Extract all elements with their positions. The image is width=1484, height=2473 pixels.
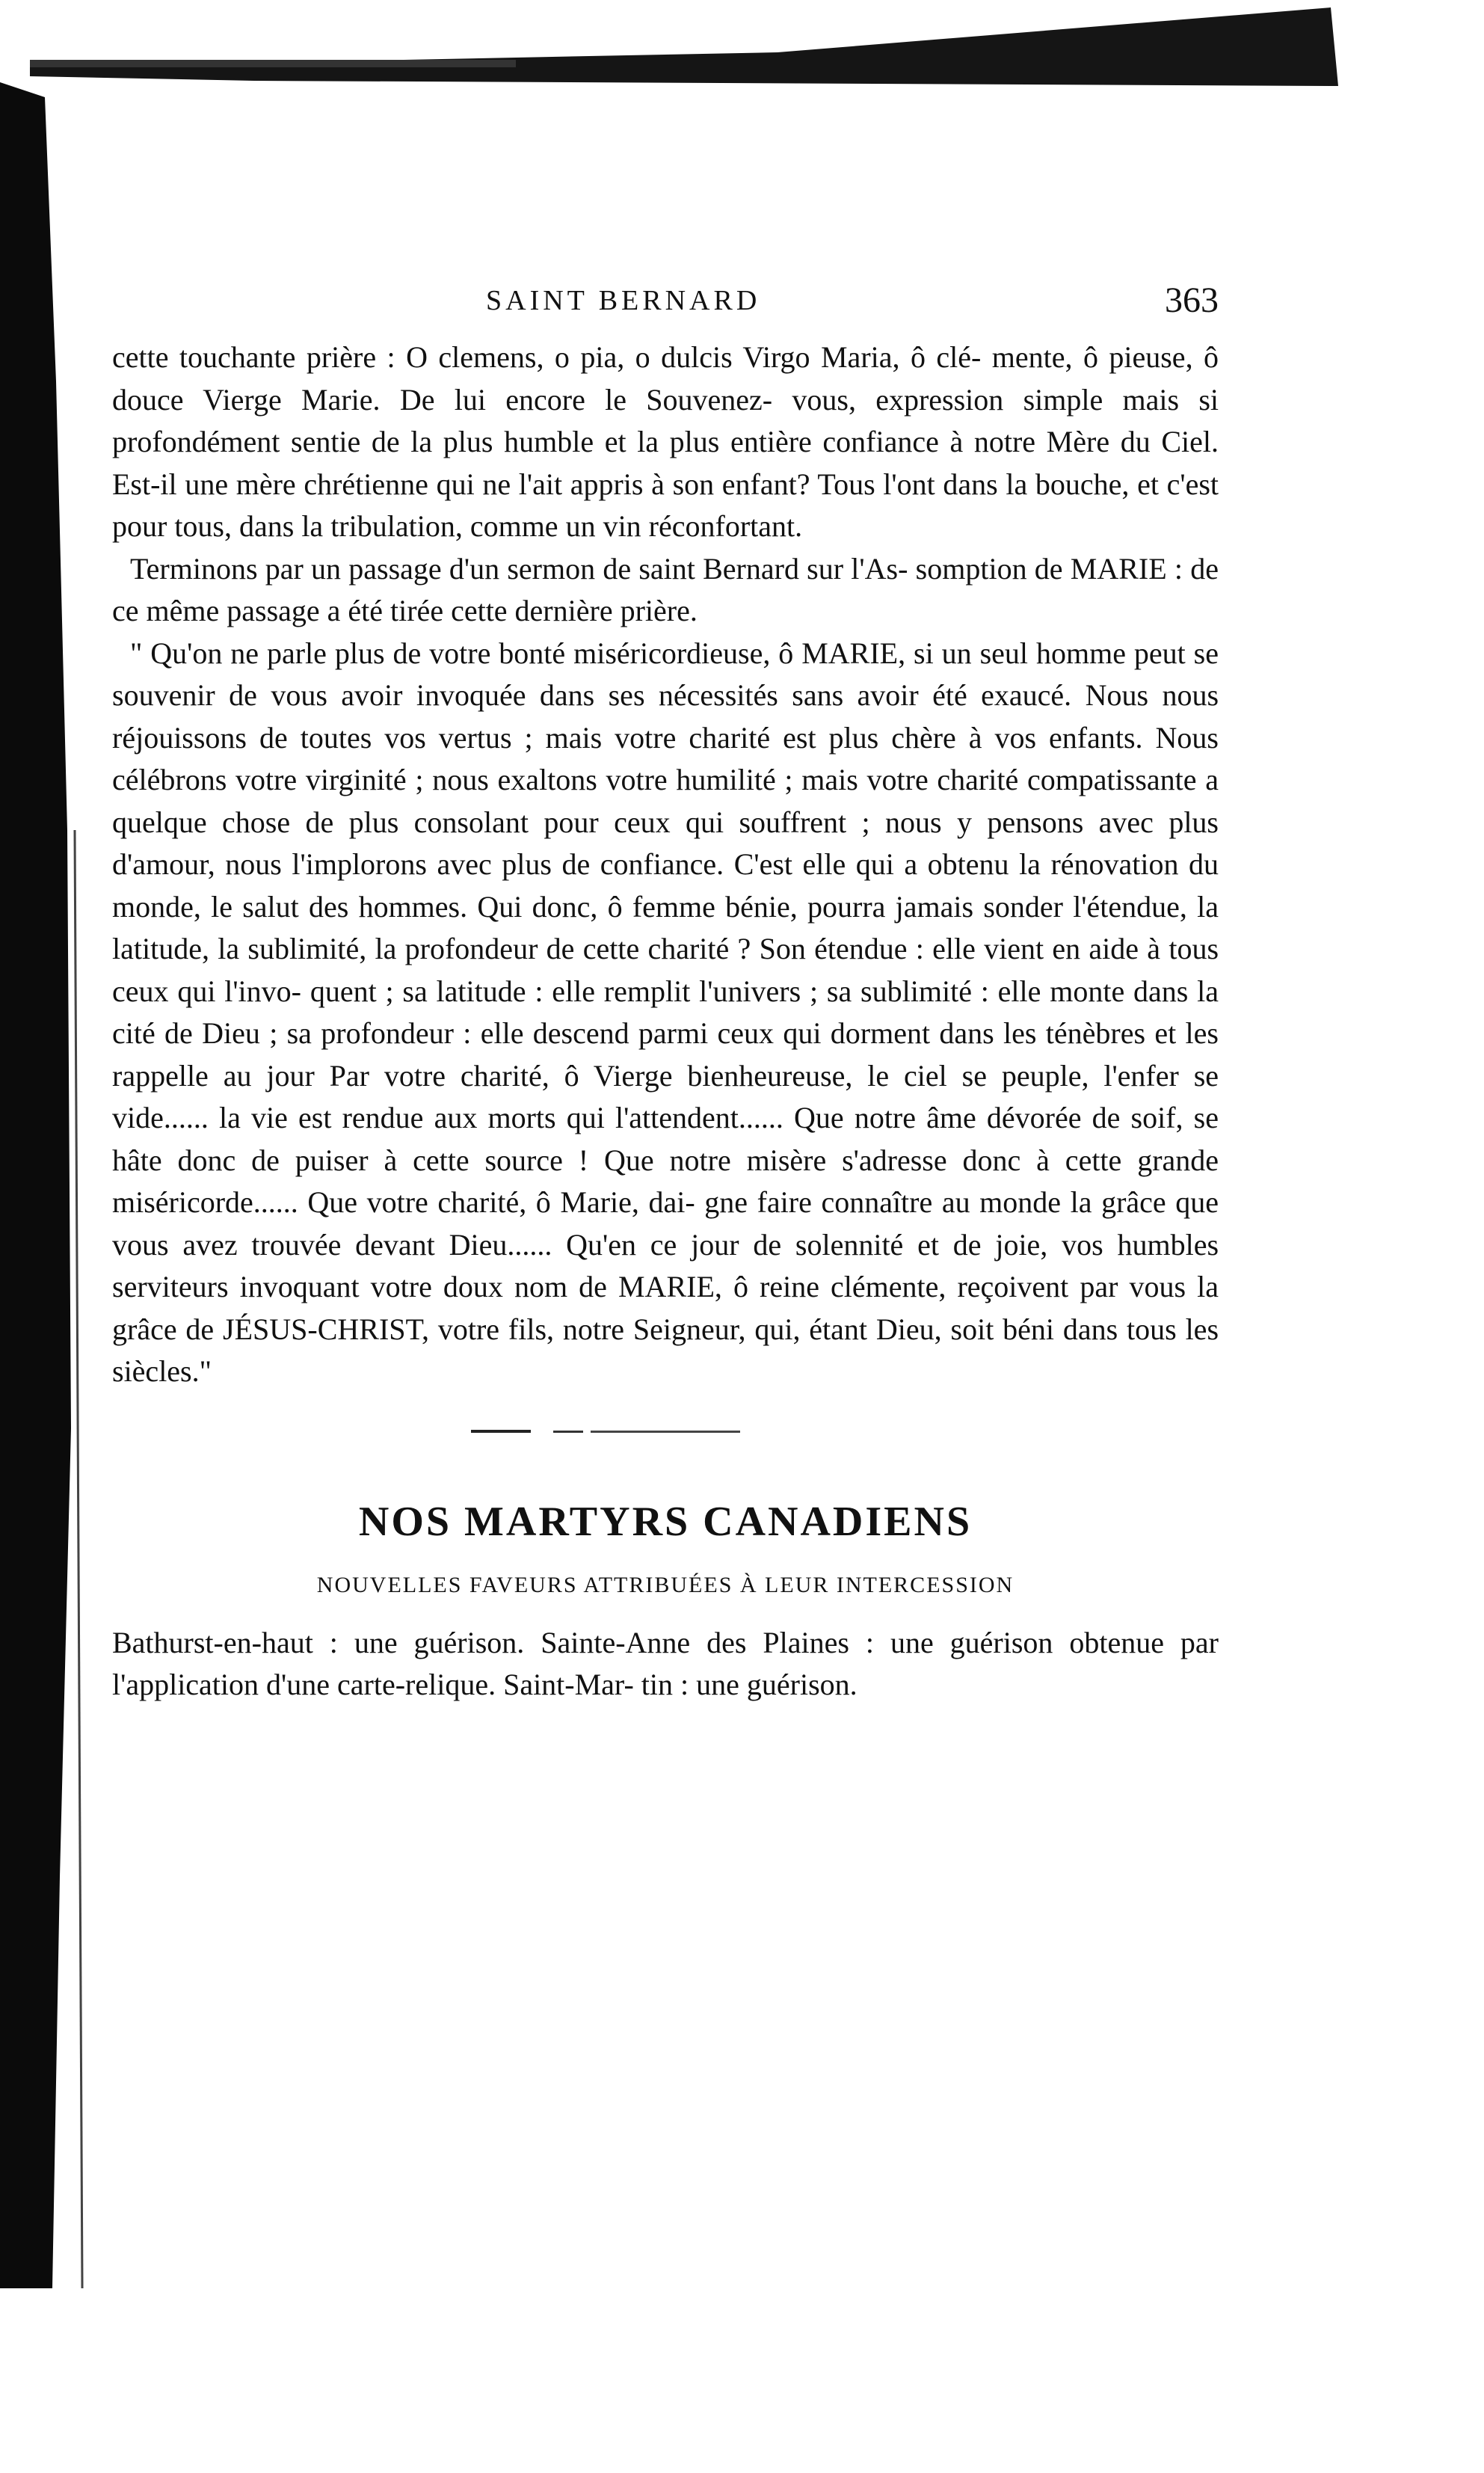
section-subtitle: NOUVELLES FAVEURS ATTRIBUÉES À LEUR INTERCESSION <box>316 1572 1015 1597</box>
text-line: quent ; sa latitude : elle remplit l'univers ; sa sublimité : elle monte <box>310 974 1125 1008</box>
text-line: jamais sonder l'étendue, la latitude, la sublimité, la profondeur de <box>112 889 1219 965</box>
text-line: vous la grâce de JÉSUS-CHRIST, votre fils, notre Seigneur, qui, étant <box>112 1270 1219 1346</box>
text-line: un seul homme peut se souvenir de vous avoir invoquée dans ses <box>112 636 1219 712</box>
text-line: vous, expression simple mais si profondément sentie de la plus humble <box>112 382 1219 458</box>
separator-rule <box>471 1429 740 1434</box>
text-line: vos vertus ; mais votre charité est plus chère à vos enfants. Nous <box>384 720 1219 755</box>
text-line: " Qu'on ne parle plus de votre bonté miséricordieuse, ô MARIE, si <box>130 636 934 670</box>
text-line: avec plus de confiance. C'est elle qui a obtenu la rénovation du <box>437 847 1219 881</box>
text-line: gne faire connaître au monde la grâce que vous avez trouvée devant <box>112 1185 1219 1262</box>
text-line: tin : une guérison. <box>641 1667 858 1701</box>
text-line: dans la cité de Dieu ; sa profondeur : elle descend parmi ceux qui <box>112 974 1219 1050</box>
paragraph <box>112 1622 1219 1706</box>
text-line: donc à cette grande miséricorde...... Que votre charité, ô Marie, dai- <box>112 1143 1219 1219</box>
paragraph <box>112 337 1219 548</box>
running-title: SAINT BERNARD <box>486 285 761 316</box>
text-line: qui souffrent ; nous y pensons avec plus d'amour, nous l'implorons <box>112 805 1219 881</box>
text-line: invoquant votre doux nom de MARIE, ô reine clémente, reçoivent par <box>239 1270 1118 1303</box>
text-line: cette charité ? Son étendue : elle vient en aide à tous ceux qui l'invo- <box>112 932 1219 1008</box>
body-text <box>112 337 1219 1393</box>
text-line: Dieu...... Qu'en ce jour de solennité et de joie, vos humbles serviteurs <box>112 1227 1219 1303</box>
page-number: 363 <box>1165 280 1219 320</box>
text-line: guérison obtenue par l'application d'une carte-relique. Saint-Mar- <box>112 1625 1219 1701</box>
text-line: charité compatissante a quelque chose de plus consolant pour ceux <box>112 763 1219 839</box>
text-line: nécessités sans avoir été exaucé. Nous nous réjouissons de toutes <box>112 678 1219 755</box>
text-line: soif, se hâte donc de puiser à cette source ! Que notre misère s'adresse <box>112 1101 1219 1177</box>
text-line: célébrons votre virginité ; nous exaltons votre humilité ; mais votre <box>112 763 929 796</box>
section-title: NOS MARTYRS CANADIENS <box>358 1498 973 1545</box>
section-separator <box>112 1408 1219 1468</box>
text-line: monde, le salut des hommes. Qui donc, ô femme bénie, pourra <box>112 889 886 924</box>
section-body <box>112 1622 1219 1706</box>
paragraph-quote <box>112 633 1219 1393</box>
text-line: chrétienne qui ne l'ait appris à son enfant? Tous l'ont dans la bouche, <box>304 467 1130 501</box>
paragraph <box>112 548 1219 633</box>
page <box>112 280 1219 1706</box>
text-line: mente, ô pieuse, ô douce Vierge Marie. De lui encore le Souvenez- <box>112 340 1219 417</box>
running-head <box>112 280 1219 337</box>
text-line: est rendue aux morts qui l'attendent...... Que notre âme dévorée de <box>298 1101 1121 1134</box>
text-line: ô Vierge bienheureuse, le ciel se peuple, l'enfer se vide...... la vie <box>112 1058 1219 1134</box>
text-line: prière. <box>620 594 698 627</box>
scan-edge-left <box>0 82 90 2288</box>
text-line: Bathurst-en-haut : une guérison. Sainte-Anne des Plaines : une <box>112 1625 934 1659</box>
text-line: somption de MARIE : de ce même passage a été tirée cette dernière <box>112 551 1219 627</box>
scan-edge-top <box>30 7 1338 86</box>
text-line: cette touchante prière : O clemens, o pia, o dulcis Virgo Maria, ô clé- <box>112 340 982 374</box>
text-line: Terminons par un passage d'un sermon de saint Bernard sur l'As- <box>130 551 908 586</box>
text-line: et c'est pour tous, dans la tribulation, comme un vin réconfortant. <box>112 467 1219 543</box>
text-line: dorment dans les ténèbres et les rappelle au jour Par votre charité, <box>112 1016 1219 1093</box>
text-line: Dieu, soit béni dans tous les siècles." <box>112 1312 1219 1388</box>
text-line: et la plus entière confiance à notre Mère du Ciel. Est-il une mère <box>112 425 1219 501</box>
